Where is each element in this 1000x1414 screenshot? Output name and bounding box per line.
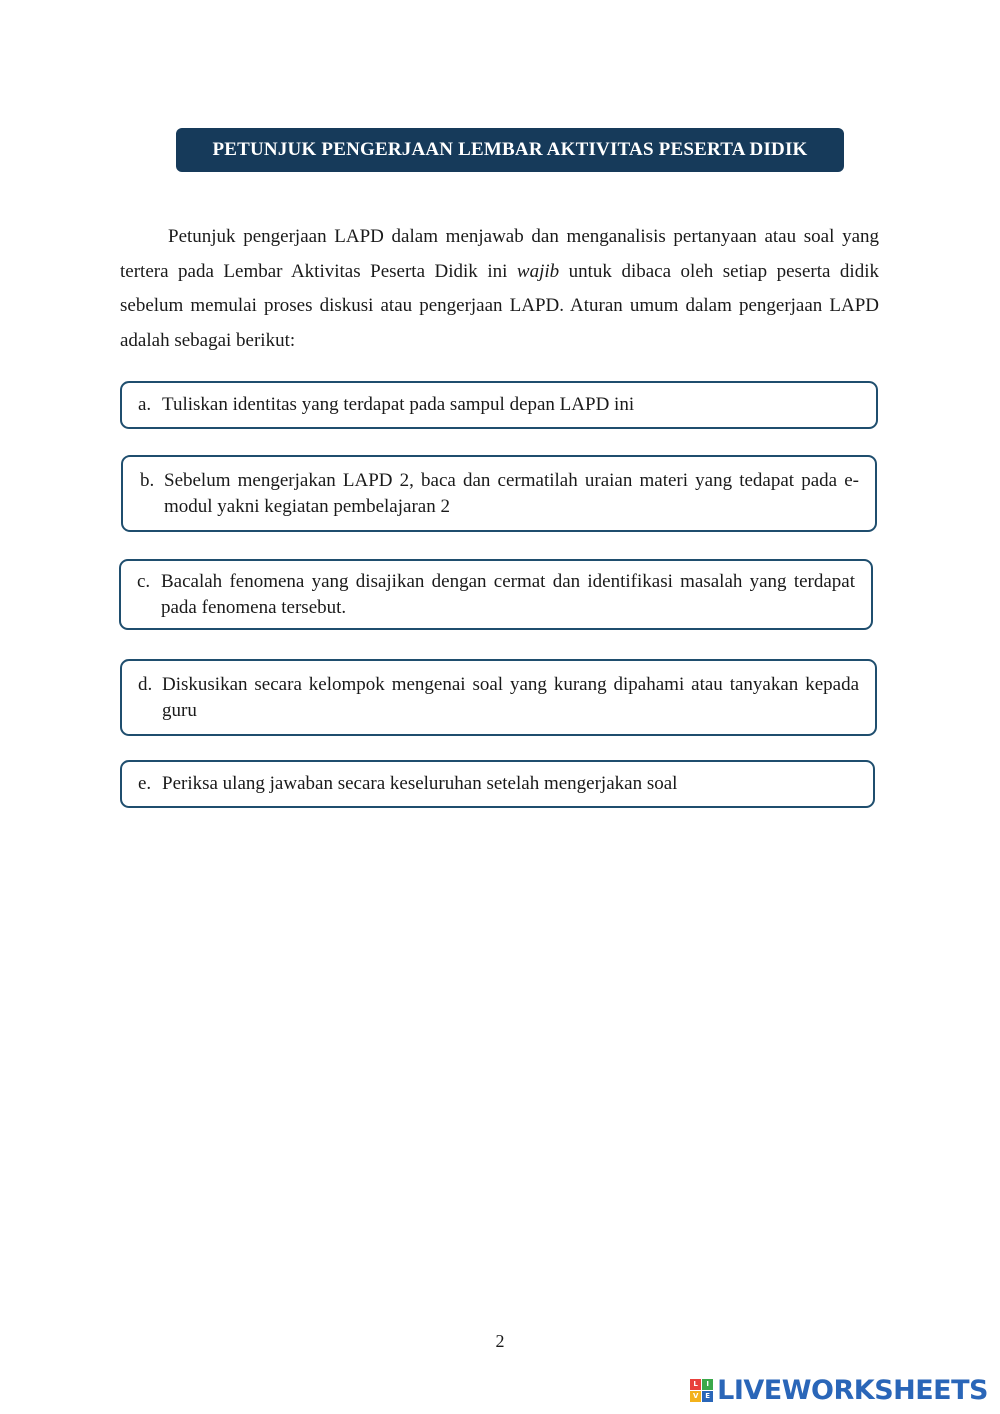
logo-letter: E	[702, 1391, 713, 1402]
instruction-item-c	[119, 559, 873, 630]
logo-letter: V	[690, 1391, 701, 1402]
intro-emphasis: wajib	[516, 260, 560, 282]
item-letter: d.	[138, 673, 153, 695]
logo-letter: I	[702, 1379, 713, 1390]
instruction-item-b	[121, 455, 877, 532]
item-text: Tuliskan identitas yang terdapat pada sampul depan LAPD ini	[162, 394, 635, 415]
intro-text-1: Petunjuk pengerjaan LAPD dalam menjawab dan menganalisis pertanyaan atau soal yang tertera pada Lembar Aktivitas Peserta Didik ini	[120, 226, 879, 282]
instruction-item-a	[120, 381, 878, 429]
liveworksheets-logo-icon	[690, 1379, 713, 1402]
instruction-item-e	[120, 760, 875, 808]
item-text: Sebelum mengerjakan LAPD 2, baca dan cermatilah uraian materi yang tedapat pada e-modul yakni kegiatan pembelajaran 2	[164, 469, 859, 517]
page-title: PETUNJUK PENGERJAAN LEMBAR AKTIVITAS PESERTA DIDIK	[212, 139, 808, 160]
intro-text-2: untuk dibaca oleh setiap peserta didik sebelum memulai proses diskusi atau pengerjaan LAPD. Aturan umum dalam pengerjaan LAPD adalah sebagai berikut:	[120, 260, 879, 351]
intro-paragraph	[120, 220, 879, 358]
item-text: Periksa ulang jawaban secara keseluruhan setelah mengerjakan soal	[162, 773, 678, 794]
instruction-item-d	[120, 659, 877, 736]
item-letter: b.	[140, 469, 155, 491]
item-letter: a.	[138, 394, 152, 415]
item-letter: e.	[138, 773, 152, 794]
page-number: 2	[495, 1331, 505, 1351]
item-letter: c.	[137, 570, 151, 592]
logo-letter: L	[690, 1379, 701, 1390]
title-banner	[176, 128, 844, 172]
brand-name: LIVEWORKSHEETS	[717, 1374, 988, 1406]
item-text: Diskusikan secara kelompok mengenai soal yang kurang dipahami atau tanyakan kepada guru	[162, 673, 859, 721]
liveworksheets-brand[interactable]	[690, 1372, 988, 1408]
item-text: Bacalah fenomena yang disajikan dengan cermat dan identifikasi masalah yang terdapat pada fenomena tersebut.	[161, 570, 855, 618]
